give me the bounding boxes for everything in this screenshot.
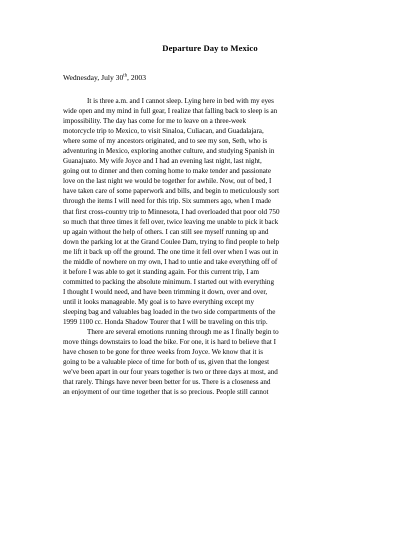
body-line: going to be a valuable piece of time for both of us, given that the longest (63, 358, 270, 367)
body-line: it before I was able to get it standing again. For this current trip, I am (63, 267, 260, 276)
body-text (63, 96, 341, 397)
body-line: move things downstairs to load the bike. For one, it is hard to believe that I (63, 338, 276, 347)
entry-date-prefix: Wednesday, July 30 (63, 73, 124, 82)
body-line: so much that three times it fell over, twice leaving me unable to pick it back (63, 217, 279, 226)
body-line: an enjoyment of our time together that is so precious. People still cannot (63, 388, 269, 397)
entry-date-year: , 2003 (127, 73, 146, 82)
body-line: sleeping bag and valuables bag loaded in the two side compartments of the (63, 307, 276, 316)
body-line: have chosen to be gone for three weeks from Joyce. We know that it is (63, 348, 264, 357)
body-line: we've been apart in our four years together is two or three days at most, and (63, 368, 278, 377)
body-line: down the parking lot at the Grand Coulee Dam, trying to find people to help (63, 237, 280, 246)
body-line: until it looks manageable. My goal is to have everything except my (63, 297, 255, 306)
body-line: have taken care of some paperwork and bills, and begin to meticulously sort (63, 187, 280, 196)
body-line: up again without the help of others. I can still see myself running up and (63, 227, 269, 236)
body-line: wide open and my mind in full gear, I realize that falling back to sleep is an (63, 107, 278, 116)
body-line: me lift it back up off the ground. The one time it fell over when I was out in (63, 247, 279, 256)
body-line: committed to packing the absolute minimum. I started out with everything (63, 277, 274, 286)
body-line: where some of my ancestors originated, and to see my son, Seth, who is (63, 137, 268, 146)
body-line: adventuring in Mexico, exploring another culture, and studying Spanish in (63, 147, 275, 156)
document-title: Departure Day to Mexico (162, 43, 258, 53)
body-line: motorcycle trip to Mexico, to visit Sinaloa, Culiacan, and Guadalajara, (63, 127, 264, 136)
body-line: 1999 1100 cc. Honda Shadow Tourer that I will be traveling on this trip. (63, 318, 268, 327)
body-line: that first cross-country trip to Minnesota, I had overloaded that poor old 750 (63, 207, 280, 216)
body-line: the middle of nowhere on my own, I had to untie and take everything off of (63, 257, 278, 266)
body-line: Guanajuato. My wife Joyce and I had an evening last night, last night, (63, 157, 262, 166)
body-line: There are several emotions running through me as I finally begin to (87, 328, 279, 337)
body-line: love on the last night we would be together for awhile. Now, out of bed, I (63, 177, 272, 186)
entry-date-suffix: th (123, 73, 128, 79)
body-line: I thought I would need, and have been trimming it down, over and over, (63, 287, 268, 296)
body-line: impossibility. The day has come for me to leave on a three-week (63, 117, 246, 126)
entry-date (63, 73, 146, 82)
body-line: going out to dinner and then coming home to make tender and passionate (63, 167, 272, 176)
body-line: that rarely. Things have never been better for us. There is a closeness and (63, 378, 271, 387)
body-line: It is three a.m. and I cannot sleep. Lying here in bed with my eyes (87, 97, 274, 105)
body-line: through the items I will need for this trip. Six summers ago, when I made (63, 197, 272, 206)
